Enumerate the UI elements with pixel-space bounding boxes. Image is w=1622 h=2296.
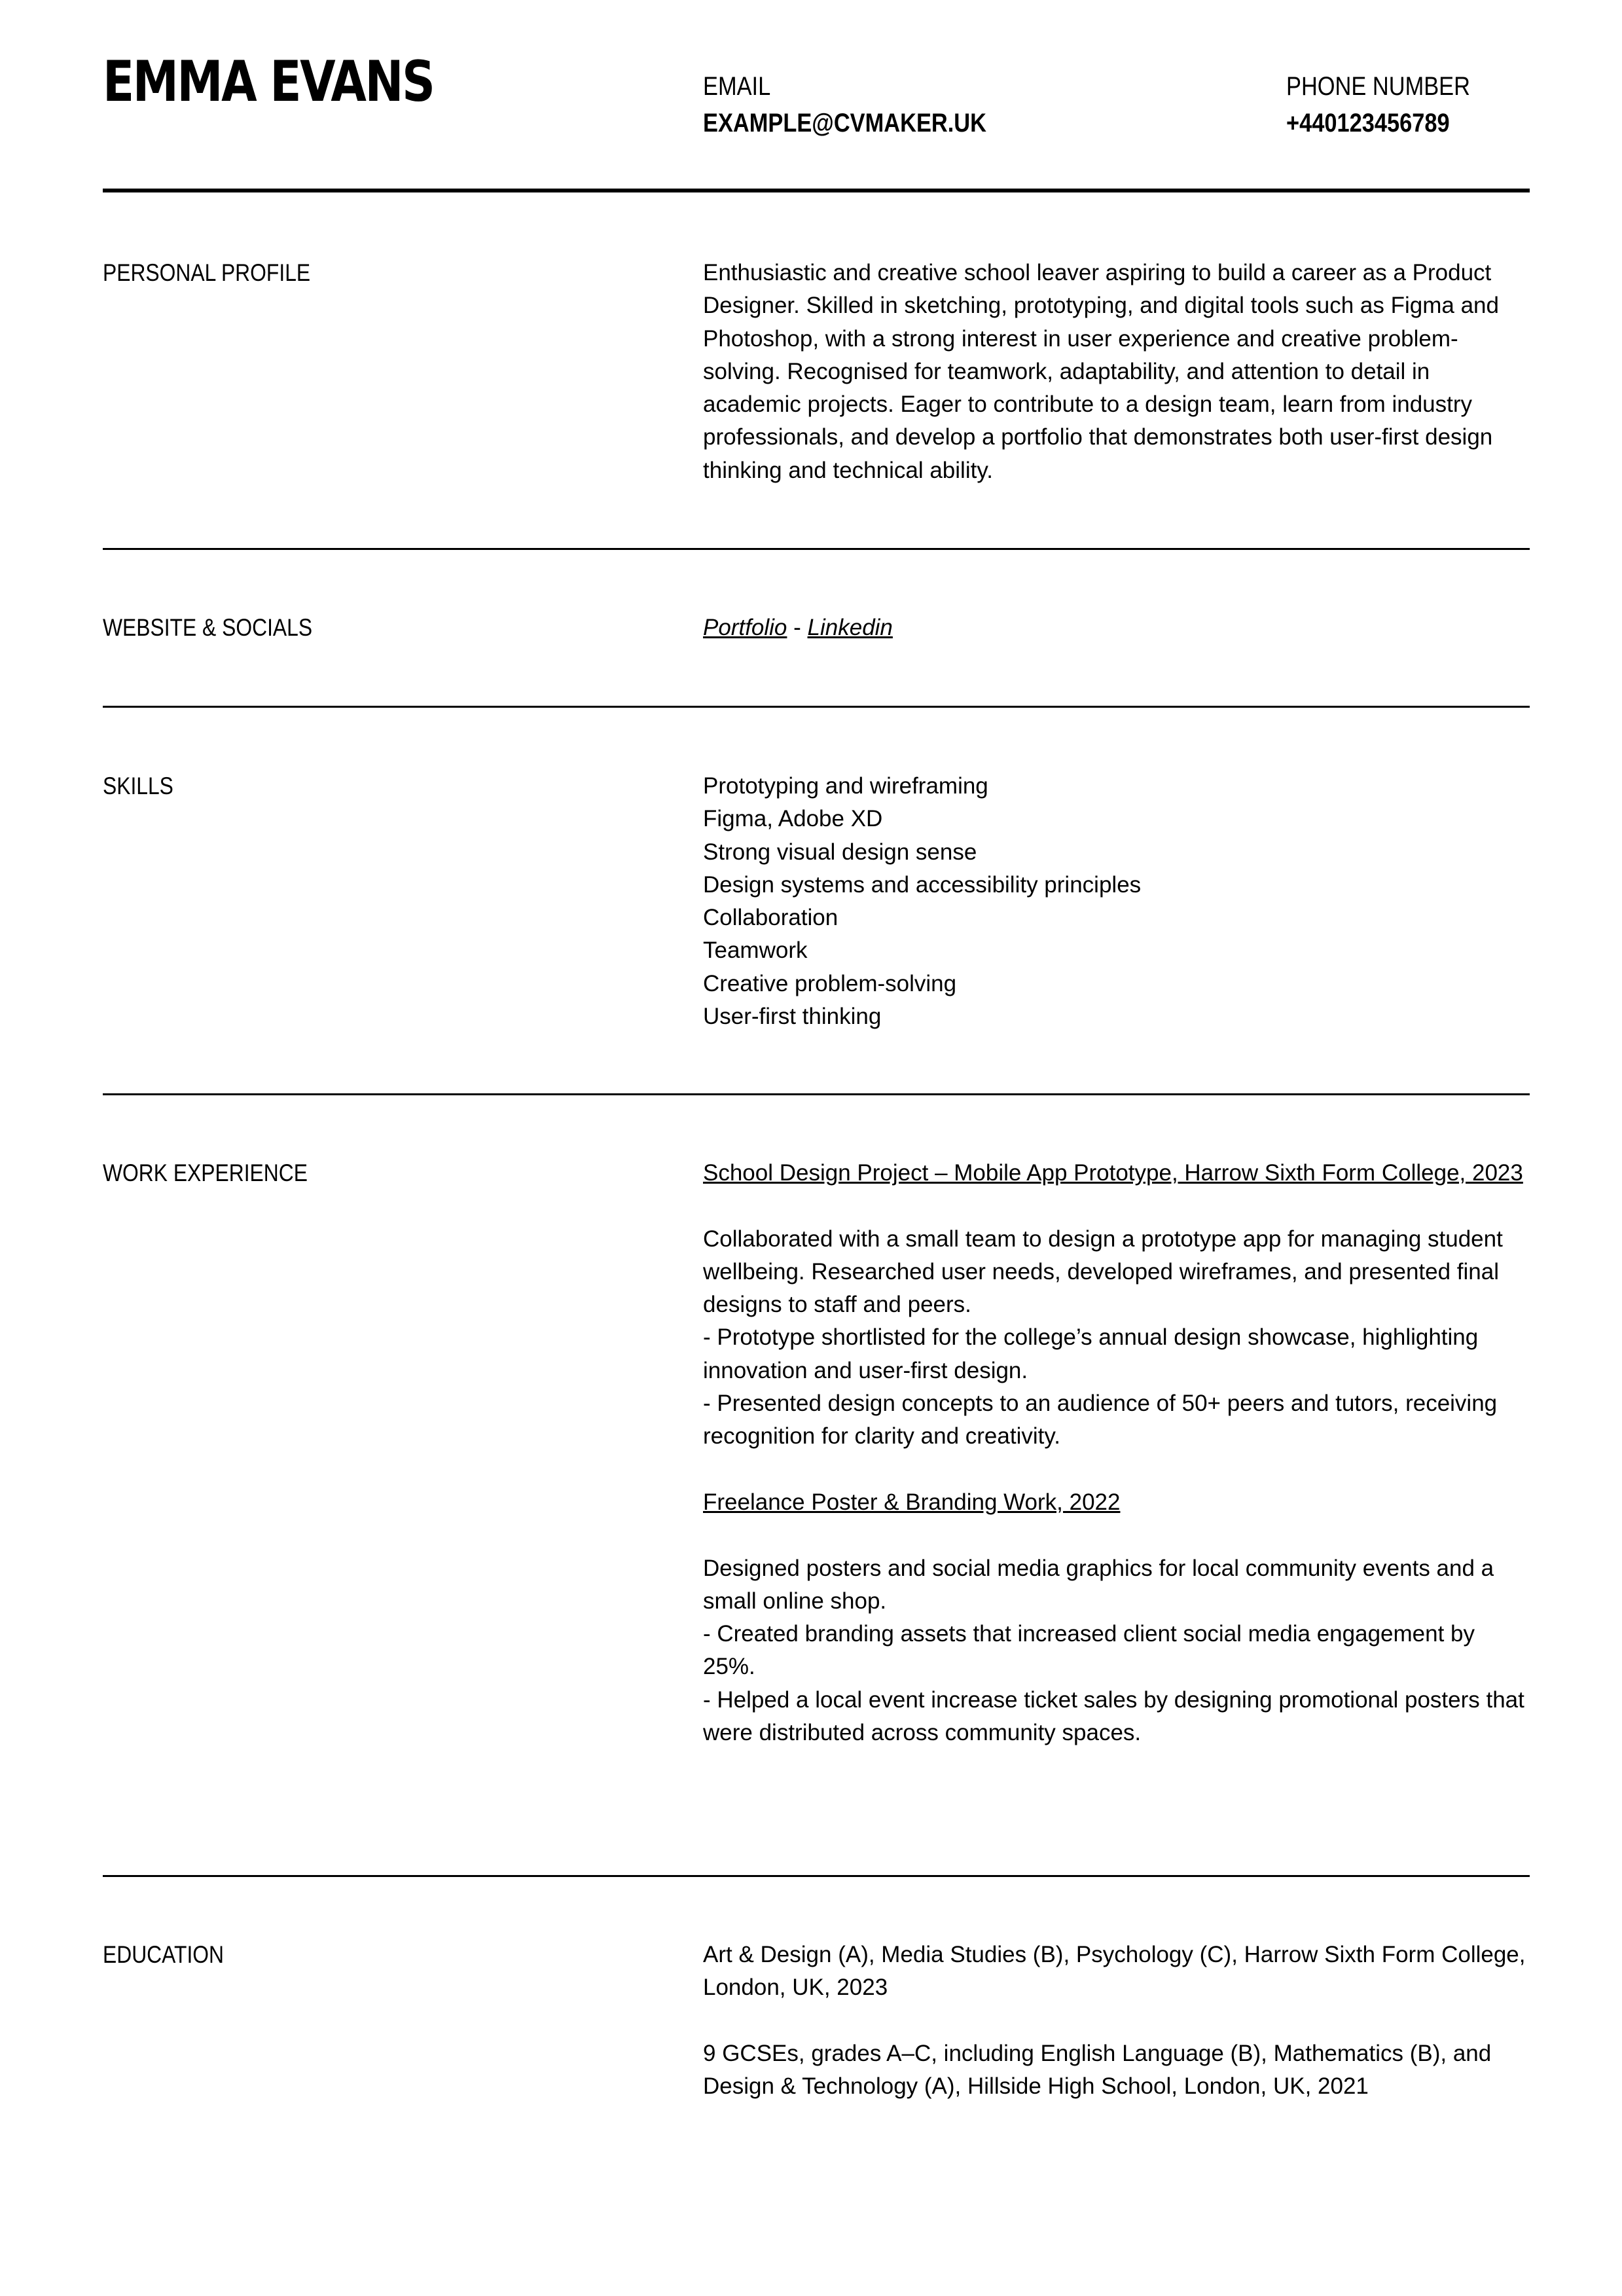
experience-label: WORK EXPERIENCE [103, 1159, 308, 1186]
profile-section [703, 257, 1531, 487]
skill-item: Prototyping and wireframing [703, 773, 988, 799]
profile-label: PERSONAL PROFILE [103, 259, 311, 286]
socials-label: WEBSITE & SOCIALS [103, 614, 313, 641]
job-bullet: - Prototype shortlisted for the college’s annual design showcase, highlighting innovation and user-first design. [703, 1324, 1479, 1383]
email-value: EXAMPLE@CVMAKER.UK [703, 109, 986, 137]
experience-section [703, 1157, 1531, 1749]
job-description: Designed posters and social media graphics for local community events and a small online shop. [703, 1555, 1494, 1614]
education-label: EDUCATION [103, 1941, 225, 1968]
skill-item: User-first thinking [703, 1004, 882, 1030]
profile-divider [103, 548, 1530, 550]
job-description: Collaborated with a small team to design a prototype app for managing student wellbeing. Researched user needs, developed wireframes, and presented final designs to staff and peers. [703, 1226, 1503, 1318]
linkedin-link[interactable]: Linkedin [807, 615, 893, 640]
phone-value: +440123456789 [1286, 109, 1450, 137]
email-block [703, 68, 986, 141]
phone-block [1286, 68, 1470, 141]
header [103, 0, 1530, 194]
skills-divider [103, 1093, 1530, 1095]
skill-item: Collaboration [703, 905, 838, 931]
job-bullet: - Helped a local event increase ticket sales by designing promotional posters that were distributed across community spaces. [703, 1686, 1524, 1746]
job-bullet: - Presented design concepts to an audience of 50+ peers and tutors, receiving recognition for clarity and creativity. [703, 1391, 1498, 1449]
socials-section [703, 611, 1531, 644]
skills-section [703, 770, 1531, 1033]
job-title: School Design Project – Mobile App Prototype, Harrow Sixth Form College, 2023 [703, 1160, 1523, 1186]
profile-text: Enthusiastic and creative school leaver aspiring to build a career as a Product Designer. Skilled in sketching, prototyping, and digital tools such as Figma and Photoshop, with a strong interest in user experience and creative problem-solving. Recognised for teamwork, adaptability, and attention to detail in academic projects. Eager to contribute to a design team, learn from industry professionals, and develop a portfolio that demonstrates both user-first design thinking and technical ability. [703, 260, 1499, 483]
skill-item: Teamwork [703, 938, 808, 964]
candidate-name: EMMA EVANS [103, 49, 434, 115]
email-label: EMAIL [703, 72, 771, 101]
education-section [703, 1939, 1531, 2103]
education-entry: Art & Design (A), Media Studies (B), Psychology (C), Harrow Sixth Form College, London, UK, 2023 [703, 1942, 1526, 2001]
education-entry: 9 GCSEs, grades A–C, including English Language (B), Mathematics (B), and Design & Technology (A), Hillside High School, London, UK, 2021 [703, 2040, 1492, 2100]
portfolio-link[interactable]: Portfolio [703, 615, 787, 640]
skill-item: Figma, Adobe XD [703, 806, 883, 832]
skill-item: Creative problem-solving [703, 970, 957, 996]
skill-item: Strong visual design sense [703, 839, 977, 865]
job-title: Freelance Poster & Branding Work, 2022 [703, 1489, 1121, 1515]
skills-label: SKILLS [103, 773, 173, 799]
experience-divider [103, 1875, 1530, 1877]
job-bullet: - Created branding assets that increased client social media engagement by 25%. [703, 1621, 1475, 1680]
phone-label: PHONE NUMBER [1286, 72, 1470, 101]
socials-separator: - [787, 615, 808, 640]
header-divider [103, 189, 1530, 192]
skill-item: Design systems and accessibility principles [703, 871, 1142, 898]
socials-divider [103, 706, 1530, 708]
